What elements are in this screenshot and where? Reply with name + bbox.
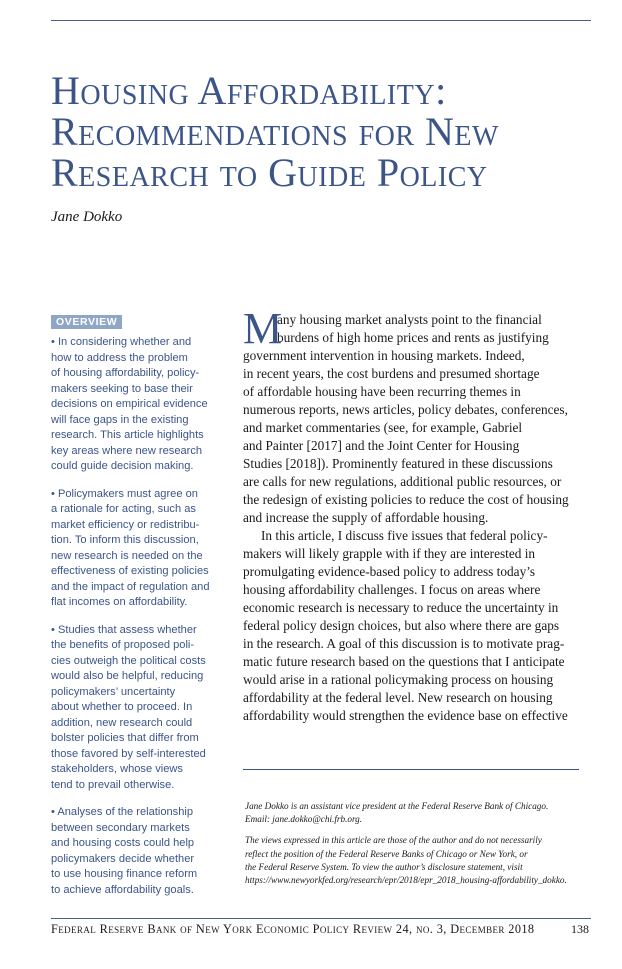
overview-bullet-line: and the impact of regulation and (51, 580, 210, 593)
top-rule (51, 20, 591, 21)
overview-bullet (51, 805, 217, 898)
body-line: numerous reports, news articles, policy debates, conferences, (243, 402, 568, 417)
overview-bullet-line: tend to prevail otherwise. (51, 778, 175, 791)
overview-bullet-line: research. This article highlights (51, 429, 204, 441)
footnote-line: reflect the position of the Federal Reserve Banks of Chicago or New York, or (245, 848, 528, 859)
body-line: affordability would strengthen the evidence base on effective (243, 708, 568, 723)
body-line: would arise in a rational policymaking process on housing (243, 672, 554, 687)
overview-bullet-line: and housing costs could help (51, 837, 195, 849)
drop-cap: M (243, 304, 283, 353)
overview-bullet-line: decisions on empirical evidence (51, 398, 208, 410)
body-line: and Painter [2017] and the Joint Center for Housing (243, 438, 520, 453)
overview-label: OVERVIEW (51, 315, 122, 329)
footnote-line: the Federal Reserve System. To view the author’s disclosure statement, visit (245, 861, 523, 872)
body-line: any housing market analysts point to the financial (277, 312, 542, 327)
article-body (243, 304, 593, 725)
overview-bullet-line: about whether to proceed. In (51, 701, 193, 713)
overview-bullet-line: cies outweigh the political costs (51, 654, 206, 667)
author-note (245, 800, 605, 826)
body-line: promulgating evidence-based policy to address today’s (243, 564, 536, 579)
body-paragraph-2 (243, 527, 593, 725)
overview-bullet-line: the benefits of proposed poli- (51, 639, 195, 651)
overview-bullet-line: bolster policies that differ from (51, 732, 199, 744)
footnote-rule (243, 769, 579, 770)
overview-bullet-line: would also be helpful, reducing (51, 670, 204, 682)
body-line: and increase the supply of affordable housing. (243, 510, 489, 525)
body-line: federal policy design choices, but also where there are gaps (243, 618, 560, 633)
overview-bullet-line: stakeholders, whose views (51, 763, 183, 775)
body-line: economic research is necessary to reduce the uncertainty in (243, 600, 559, 615)
body-line: makers will likely grapple with if they are interested in (243, 546, 536, 561)
overview-sidebar (51, 315, 217, 910)
body-line: housing affordability challenges. I focus on areas where (243, 582, 541, 597)
overview-bullet-line: policymakers’ uncertainty (51, 685, 176, 698)
running-footer: Federal Reserve Bank of New York Economic Policy Review 24, no. 3, December 2018 (51, 922, 535, 936)
body-line: burdens of high home prices and rents as justifying (277, 330, 549, 345)
body-line: in recent years, the cost burdens and presumed shortage (243, 366, 540, 381)
overview-bullet-line: of housing affordability, policy- (51, 367, 200, 379)
disclaimer-note (245, 834, 605, 887)
title-line: Recommendations for New (51, 109, 499, 154)
author-name: Jane Dokko (51, 209, 123, 225)
overview-bullet-line: makers seeking to base their (51, 382, 193, 395)
bottom-rule (51, 918, 591, 919)
overview-bullet-line: a rationale for acting, such as (51, 503, 196, 515)
body-line: the redesign of existing policies to reduce the cost of housing (243, 492, 569, 507)
overview-bullet (51, 335, 217, 475)
footnote-line: https://www.newyorkfed.org/research/epr/2018/epr_2018_housing-affordability_dokko. (245, 875, 567, 886)
body-line: affordability at the federal level. New research on housing (243, 690, 553, 705)
page-number: 138 (571, 922, 589, 936)
overview-bullet-line: policymakers decide whether (51, 852, 195, 865)
overview-bullet-line: how to address the problem (51, 351, 188, 364)
overview-bullet (51, 487, 217, 611)
overview-bullet-line: • Policymakers must agree on (51, 487, 198, 500)
body-line: and market commentaries (see, for example, Gabriel (243, 420, 523, 435)
footnote (245, 800, 605, 895)
footnote-line: Jane Dokko is an assistant vice president at the Federal Reserve Bank of Chicago. (245, 801, 549, 811)
body-line: in the research. A goal of this discussion is to motivate prag- (243, 636, 565, 651)
overview-bullet-line: addition, new research could (51, 716, 193, 729)
overview-bullet-line: to use housing finance reform (51, 868, 198, 880)
overview-bullet-line: new research is needed on the (51, 549, 203, 562)
overview-bullet-line: will face gaps in the existing (51, 413, 189, 426)
body-line: of affordable housing have been recurring themes in (243, 384, 521, 399)
body-line: government intervention in housing markets. Indeed, (243, 348, 525, 363)
overview-bullet (51, 623, 217, 794)
overview-bullet-line: flat incomes on affordability. (51, 596, 188, 608)
article-title (51, 70, 611, 193)
body-line: Studies [2018]). Prominently featured in these discussions (243, 456, 553, 471)
overview-bullets (51, 335, 217, 898)
footnote-line: The views expressed in this article are those of the author and do not necessarily (245, 835, 542, 846)
overview-bullet-line: could guide decision making. (51, 460, 194, 472)
overview-bullet-line: • Studies that assess whether (51, 623, 197, 636)
overview-bullet-line: market efficiency or redistribu- (51, 518, 200, 531)
title-line: Research to Guide Policy (51, 150, 488, 195)
overview-bullet-line: those favored by self-interested (51, 747, 206, 760)
body-line: are calls for new regulations, additional public resources, or (243, 474, 562, 489)
overview-bullet-line: key areas where new research (51, 444, 203, 457)
title-line: Housing Affordability: (51, 68, 447, 113)
overview-bullet-line: to achieve affordability goals. (51, 883, 194, 896)
overview-bullet-line: tion. To inform this discussion, (51, 534, 199, 546)
body-paragraph-1 (243, 304, 593, 527)
overview-bullet-line: • Analyses of the relationship (51, 806, 194, 818)
overview-bullet-line: effectiveness of existing policies (51, 565, 209, 577)
body-line: matic future research based on the questions that I anticipate (243, 654, 565, 669)
overview-bullet-line: • In considering whether and (51, 336, 192, 348)
overview-bullet-line: between secondary markets (51, 821, 190, 834)
body-line: In this article, I discuss five issues that federal policy- (261, 528, 548, 543)
footnote-line: Email: jane.dokko@chi.frb.org. (245, 814, 363, 825)
